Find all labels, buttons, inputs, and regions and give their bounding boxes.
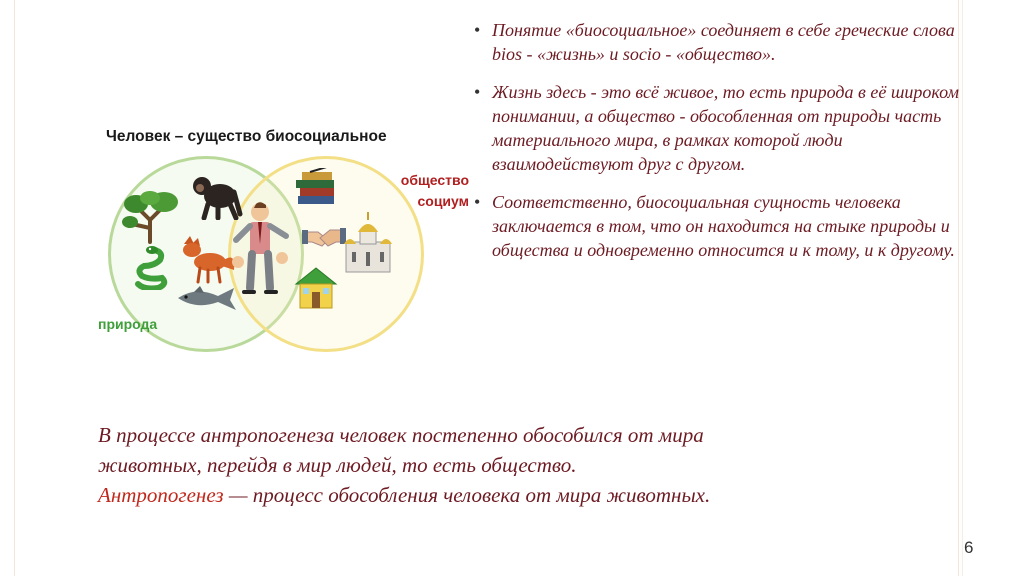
definition-text: — процесс обособления человека от мира животных. [223,483,711,507]
house-icon [292,264,340,310]
society-label-line2: социум [417,193,469,209]
church-icon [338,212,398,274]
bullet-text: Жизнь здесь - это всё живое, то есть природа в её широком понимании, а общество - обособленная от природы часть материального мира, в рамках которой люди взаимодействуют друг с другом. [492,82,959,174]
books-icon [294,168,340,208]
right-rail-inner [962,0,963,576]
bullet-item [470,80,960,176]
fox-icon [178,234,236,284]
society-label-line1: общество [400,172,469,188]
nature-label: природа [98,316,158,332]
society-label [385,170,469,212]
bottom-paragraph [98,420,918,510]
bullet-dot: • [474,192,481,212]
bullet-text: Соответственно, биосоциальная сущность человека заключается в том, что он находится на стыке природы и общества и одновременно относится и к тому, и к другому. [492,192,955,260]
bullet-text: Понятие «биосоциальное» соединяет в себе греческие слова bios - «жизнь» и socio - «общество». [492,20,955,64]
diagram-title: Человек – существо биосоциальное [106,128,387,145]
bullet-item [470,190,960,262]
page-number: 6 [964,538,974,557]
man-icon [230,200,292,296]
bullet-dot: • [474,82,481,102]
term-anthropogenesis: Антропогенез [98,483,224,507]
definition-line [98,480,918,510]
tree-icon [120,190,182,244]
bottom-line-1: В процессе антропогенеза человек постепенно обособился от мира [98,423,704,447]
bullet-list [470,18,960,276]
snake-icon [132,244,172,290]
bullet-dot: • [474,20,481,40]
bullet-item [470,18,960,66]
biosocial-diagram [70,118,470,358]
bottom-line-2: животных, перейдя в мир людей, то есть общество. [98,453,577,477]
left-rail [14,0,15,576]
